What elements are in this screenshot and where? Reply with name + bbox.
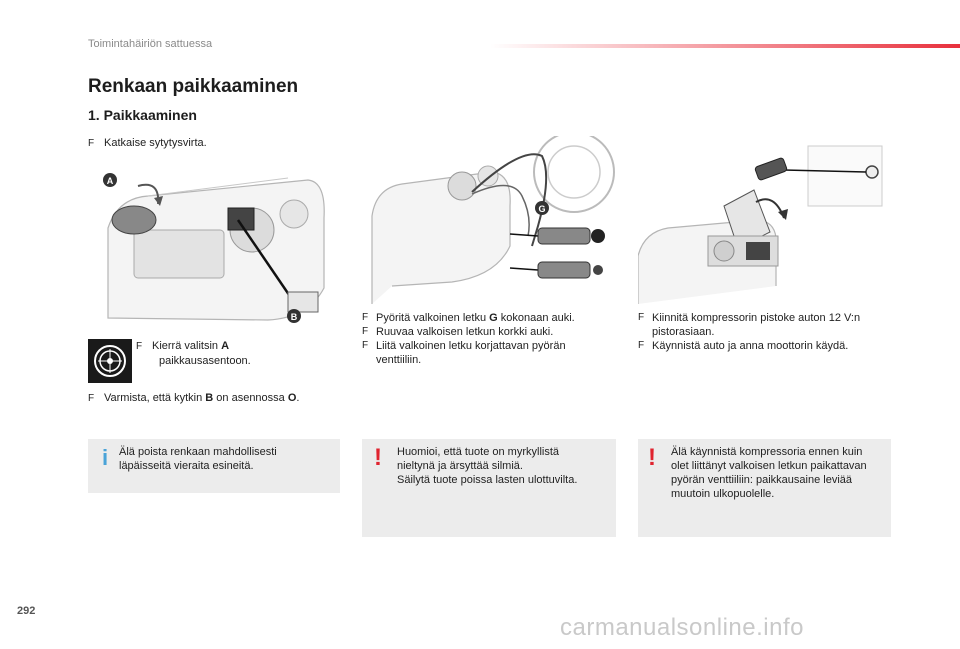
info-note-box	[88, 439, 340, 493]
compressor-dial-illustration	[88, 158, 340, 326]
section-label: Toimintahäiriön sattuessa	[88, 38, 213, 50]
section-subtitle: 1. Paikkaaminen	[88, 107, 197, 123]
page-title: Renkaan paikkaaminen	[88, 76, 299, 97]
step-unscrew-cap: F Ruuvaa valkoisen letkun korkki auki.	[362, 326, 554, 338]
watermark: carmanualsonline.info	[560, 614, 804, 641]
hose-illustration	[362, 136, 616, 304]
step-check-switch: F Varmista, että kytkin B on asennossa O.	[88, 392, 300, 404]
page-number: 292	[17, 605, 36, 617]
step-connect-valve: F Liitä valkoinen letku korjattavan pyörän venttiiliin.	[362, 340, 566, 366]
warning-note-text-2: Älä käynnistä kompressoria ennen kuin olet liittänyt valkoisen letkun paikattavan pyörän venttiiliin: paikkausaine leviää muutoin ulkopuolelle.	[671, 446, 867, 500]
bullet-icon: F	[88, 393, 95, 404]
bullet-icon: F	[362, 326, 369, 337]
warning-note-box-1	[362, 439, 616, 537]
dial-selector-icon	[88, 339, 132, 383]
label-g: G	[538, 204, 546, 214]
step-ignition-off: F Katkaise sytytysvirta.	[88, 137, 207, 149]
plug-steps	[638, 311, 892, 353]
step-start-engine: F Käynnistä auto ja anna moottorin käydä.	[638, 340, 849, 352]
warning-note-text-1: Huomioi, että tuote on myrkyllistä nieltynä ja ärsyttää silmiä. Säilytä tuote poissa lasten ulottuvilta.	[397, 446, 578, 486]
step-plug-in: F Kiinnitä kompressorin pistoke auton 12 V:n pistorasiaan.	[638, 312, 861, 338]
warning-note-box-2	[638, 439, 891, 537]
info-icon: i	[101, 445, 109, 470]
hose-steps	[362, 311, 612, 367]
step-turn-selector: F Kierrä valitsin A paikkausasentoon.	[136, 340, 251, 367]
label-b: B	[290, 312, 298, 322]
bullet-icon: F	[638, 312, 645, 323]
warning-icon: !	[648, 444, 656, 471]
bullet-icon: F	[136, 341, 143, 352]
bullet-icon: F	[638, 340, 645, 351]
plug-illustration	[638, 136, 892, 304]
bullet-icon: F	[362, 340, 369, 351]
header-rule	[490, 44, 960, 48]
bullet-icon: F	[362, 312, 369, 323]
label-a: A	[106, 176, 114, 186]
bullet-icon: F	[88, 138, 95, 149]
step-unroll-hose: F Pyöritä valkoinen letku G kokonaan auki.	[362, 312, 575, 324]
warning-icon: !	[374, 444, 382, 471]
info-note-text: Älä poista renkaan mahdollisesti läpäisseitä vieraita esineitä.	[119, 446, 277, 472]
